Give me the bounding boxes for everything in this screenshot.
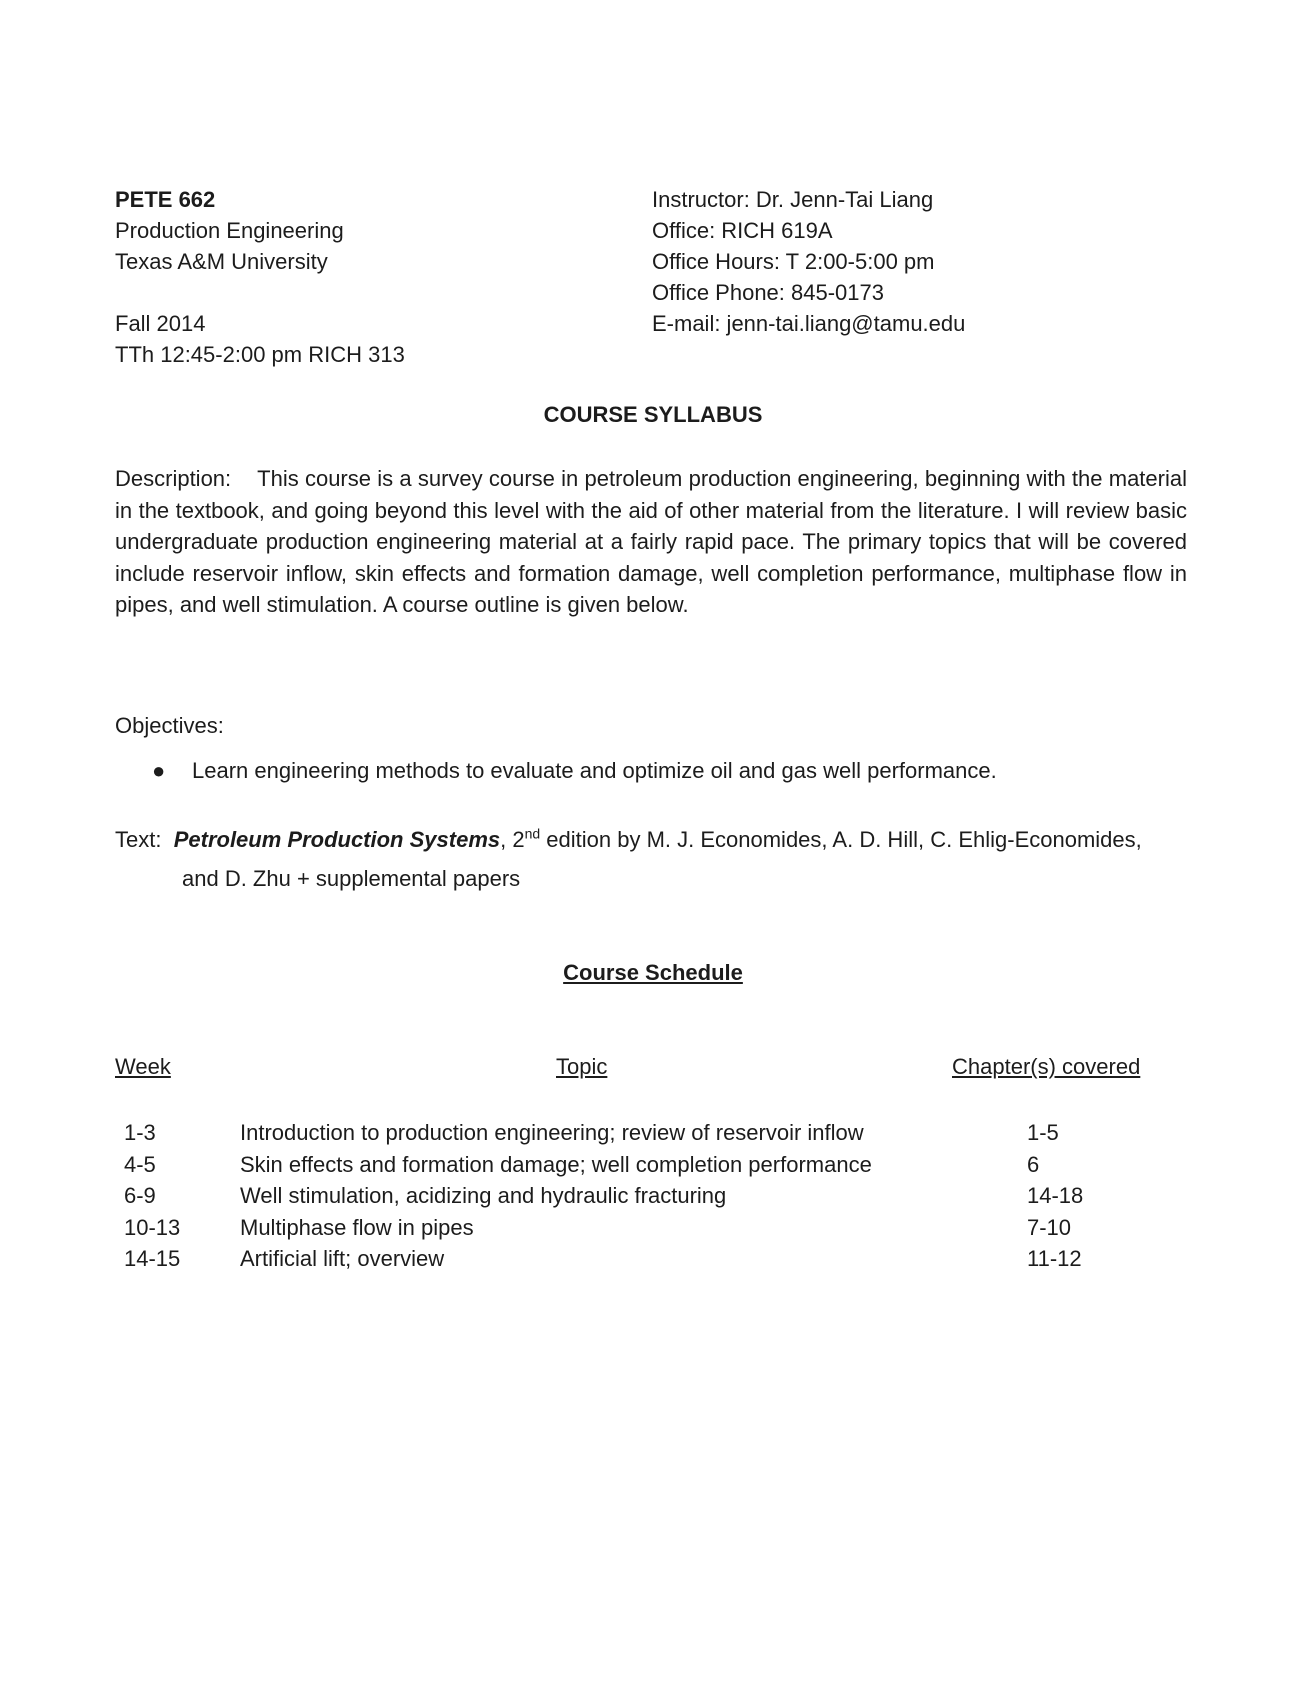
- schedule-week-cell: 14-15: [124, 1246, 181, 1271]
- textbook-line: [115, 827, 1142, 853]
- textbook-title: Petroleum Production Systems: [173, 827, 501, 852]
- schedule-topic-cell: Multiphase flow in pipes: [240, 1214, 474, 1240]
- objective-text: Learn engineering methods to evaluate and optimize oil and gas well performance.: [192, 758, 997, 783]
- schedule-chapters-cell: 1-5: [1027, 1120, 1059, 1145]
- schedule-topic-cell: Artificial lift; overview: [240, 1246, 445, 1271]
- textbook-label: Text:: [115, 827, 162, 852]
- textbook-authors: edition by M. J. Economides, A. D. Hill, C. Ehlig-Economides,: [540, 827, 1142, 852]
- course-info: [115, 184, 595, 370]
- objectives-label: Objectives:: [115, 713, 224, 738]
- schedule-week-cell: 4-5: [124, 1151, 156, 1177]
- term: Fall 2014: [115, 311, 206, 336]
- university-name: Texas A&M University: [115, 249, 328, 274]
- schedule-week-cell: 6-9: [124, 1183, 156, 1208]
- schedule-chapters-cell: 7-10: [1027, 1214, 1072, 1240]
- schedule-topic-cell: Skin effects and formation damage; well completion performance: [240, 1151, 872, 1177]
- textbook-line-2: and D. Zhu + supplemental papers: [182, 866, 521, 891]
- objective-item: [152, 758, 997, 784]
- description-paragraph: [115, 463, 1187, 621]
- office-hours: Office Hours: T 2:00-5:00 pm: [652, 249, 935, 274]
- meeting-time: TTh 12:45-2:00 pm RICH 313: [115, 342, 405, 367]
- textbook-edition: , 2: [500, 827, 525, 852]
- topic-column-header: Topic: [556, 1054, 608, 1079]
- schedule-topic-cell: Well stimulation, acidizing and hydraulic fracturing: [240, 1183, 727, 1208]
- description-label: Description:: [115, 466, 232, 491]
- page-title: COURSE SYLLABUS: [543, 402, 763, 427]
- course-code: PETE 662: [115, 187, 216, 212]
- office-phone: Office Phone: 845-0173: [652, 280, 884, 305]
- week-column-header: Week: [115, 1054, 171, 1079]
- spacer: [115, 277, 595, 308]
- email: E-mail: jenn-tai.liang@tamu.edu: [652, 311, 966, 336]
- instructor-name: Instructor: Dr. Jenn-Tai Liang: [652, 187, 934, 212]
- bullet-icon: ●: [152, 758, 166, 783]
- schedule-week-cell: 1-3: [124, 1120, 156, 1145]
- schedule-chapters-cell: 11-12: [1027, 1246, 1082, 1271]
- schedule-week-cell: 10-13: [124, 1214, 181, 1240]
- edition-superscript: nd: [524, 825, 541, 842]
- office-location: Office: RICH 619A: [652, 218, 833, 243]
- schedule-chapters-cell: 14-18: [1027, 1183, 1084, 1208]
- course-name: Production Engineering: [115, 218, 344, 243]
- chapters-column-header: Chapter(s) covered: [952, 1054, 1141, 1079]
- schedule-topic-cell: Introduction to production engineering; review of reservoir inflow: [240, 1120, 864, 1145]
- description-text: This course is a survey course in petroleum production engineering, beginning with the material in the textbook, and going beyond this level with the aid of other material from the literature. I will review basic undergraduate production engineering material at a fairly rapid pace. The primary topics that will be covered include reservoir inflow, skin effects and formation damage, well completion performance, multiphase flow in pipes, and well stimulation. A course outline is given below.: [115, 466, 1187, 618]
- instructor-info: [652, 184, 1212, 339]
- schedule-title: Course Schedule: [563, 960, 743, 985]
- schedule-chapters-cell: 6: [1027, 1151, 1040, 1177]
